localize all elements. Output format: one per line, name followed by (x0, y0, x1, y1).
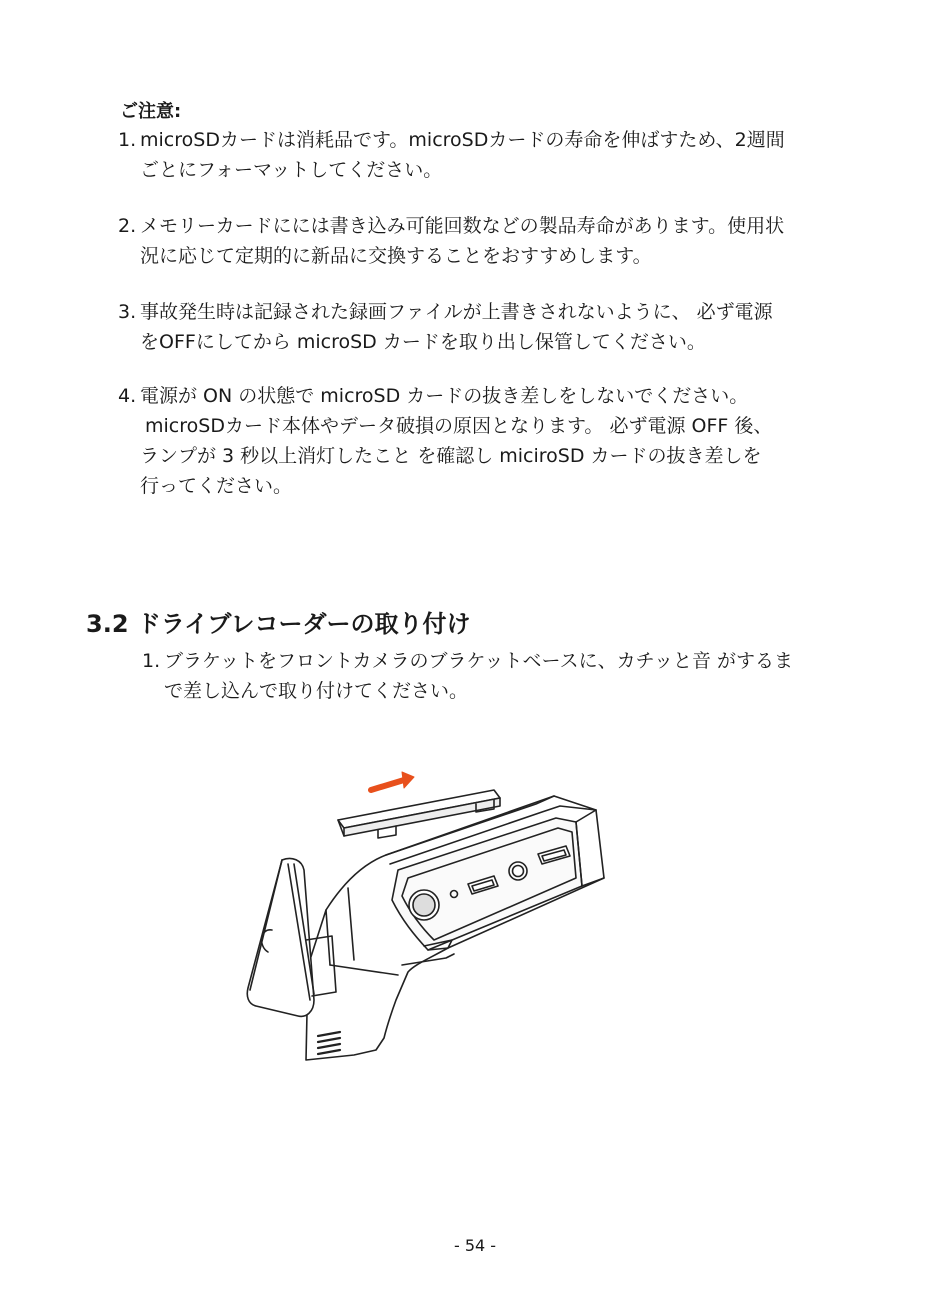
item-line: ランプが 3 秒以上消灯したこと を確認し miciroSD カードの抜き差しを (140, 445, 762, 467)
notice-list (118, 125, 868, 501)
item-number: 2. (118, 215, 137, 237)
page-number: - 54 - (453, 1236, 497, 1255)
item-number: 1. (118, 129, 137, 151)
notice-item (118, 381, 868, 501)
step-line: で差し込んで取り付けてください。 (164, 680, 469, 702)
section-title: 3.2 ドライブレコーダーの取り付け (86, 610, 471, 638)
item-line: 電源が ON の状態で microSD カードの抜き差しをしないでください。 (140, 385, 749, 407)
dashcam-bracket-illustration (236, 760, 616, 1080)
item-line: 行ってください。 (140, 475, 293, 497)
notice-item (118, 297, 868, 357)
step-number: 1. (142, 650, 161, 672)
notice-item (118, 211, 868, 271)
item-line: 況に応じて定期的に新品に交換することをおすすめします。 (140, 245, 652, 267)
notice-heading: ご注意: (120, 101, 182, 122)
dashcam-drawing (236, 760, 616, 1080)
item-line: をOFFにしてから microSD カードを取り出し保管してください。 (140, 331, 706, 353)
step-line: ブラケットをフロントカメラのブラケットベースに、カチッと音 がするま (164, 650, 794, 672)
insert-direction-arrow-icon (371, 772, 414, 790)
notice-item (118, 125, 868, 185)
item-line: 事故発生時は記録された録画ファイルが上書きされないように、 必ず電源 (140, 301, 773, 323)
item-line: メモリーカードにには書き込み可能回数などの製品寿命があります。使用状 (140, 215, 785, 237)
camera-body (306, 796, 604, 1060)
item-line: microSDカードは消耗品です。microSDカードの寿命を伸ばすため、2週間 (140, 129, 785, 151)
item-number: 3. (118, 301, 137, 323)
step-list (142, 646, 882, 706)
item-number: 4. (118, 385, 137, 407)
step-item (142, 646, 882, 706)
item-line: ごとにフォーマットしてください。 (140, 159, 443, 181)
item-line: microSDカード本体やデータ破損の原因となります。 必ず電源 OFF 後、 (145, 415, 773, 437)
